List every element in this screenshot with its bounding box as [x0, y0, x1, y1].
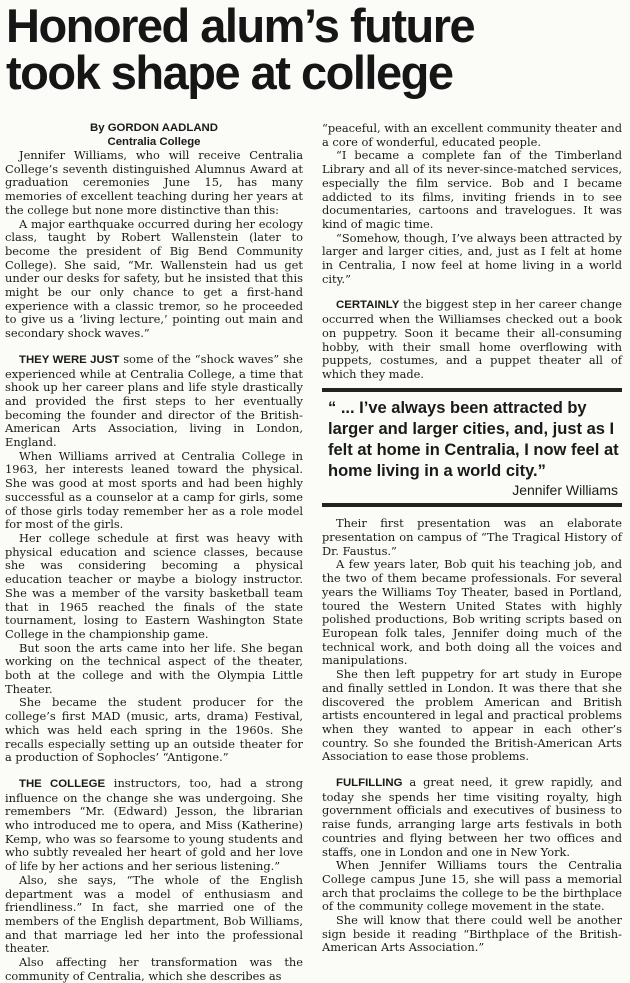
headline-line-2: took shape at college — [6, 46, 453, 99]
paragraph: CERTAINLY the biggest step in her career change occurred when the Williamses checked out a book on puppetry. Soon it became their all-consuming hobby, with their small home overflowing with puppets, costumes, and a puppet theater all of which they made. — [322, 297, 622, 381]
paragraph: Jennifer Williams, who will receive Centralia College’s seventh distinguished Alumnus Award at graduation ceremonies June 15, has many memories of excellent teaching during her years at the college but none more distinctive than this: — [5, 148, 303, 217]
byline-author: By GORDON AADLAND — [89, 122, 219, 134]
headline-line-1: Honored alum’s future — [6, 0, 475, 52]
pull-quote: “ ... I’ve always been attracted by larger and larger cities, and, just as I felt at home in Centralia, I now feel at home living in a world city.” — [328, 398, 619, 480]
paragraph: But soon the arts came into her life. She began working on the technical aspect of the theater, both at the college and with the Olympia Little Theater. — [5, 640, 303, 696]
paragraph: “I became a complete fan of the Timberland Library and all of its never-since-matched services, especially the film service. Bob and I became addicted to its films, inviting friends in to see documentaries, cartoons and travelogues. It was kind of magic time. — [322, 148, 622, 231]
paragraph: She then left puppetry for art study in Europe and finally settled in London. It was there that she discovered the problem American and British artists encountered in legal and practical problems when they wanted to appear in each other’s country. So she founded the British-American Arts Association to ease those problems. — [322, 667, 622, 764]
paragraph: When Jennifer Williams tours the Centralia College campus June 15, she will pass a memorial arch that proclaims the college to be the birthplace of the community college movement in the state. — [322, 858, 622, 914]
paragraph: THE COLLEGE instructors, too, had a strong influence on the change she was undergoing. She remembers “Mr. (Edward) Jesson, the librarian who introduced me to opera, and Miss (Katherine) Kemp, who was so fearsome to young students and who subtly revealed her heart of gold and her love of life by her actions and her serious listening.” — [5, 775, 303, 874]
paragraph: She will know that there could well be another sign beside it reading “Birthplace of the British-American Arts Association.” — [322, 913, 622, 955]
pull-quote-box — [322, 388, 622, 508]
paragraph: Their first presentation was an elaborate presentation on campus of “The Tragical History of Dr. Faustus.” — [322, 516, 622, 558]
paragraph: She became the student producer for the college’s first MAD (music, arts, drama) Festival, which was held each spring in the 1960s. She recalls especially setting up an outside theater for a production of Sophocles’ “Antigone.” — [5, 695, 303, 765]
paragraph: When Williams arrived at Centralia College in 1963, her interests leaned toward the physical. She was good at most sports and had been highly successful as a counselor at a camp for girls, some of those girls today remember her as a role model for most of the girls. — [5, 448, 303, 532]
paragraph: “Somehow, though, I’ve always been attracted by larger and larger cities, and, just as I felt at home in Centralia, I now feel at home living in a world city.” — [322, 230, 622, 286]
paragraph: A few years later, Bob quit his teaching job, and the two of them became professionals. For several years the Williams Toy Theater, based in Portland, toured the Western United States with highly polished productions, Bob writing scripts based on European folk tales, Jennifer doing much of the technical work, and both doing all the voices and manipulations. — [322, 557, 622, 668]
paragraph: Also affecting her transformation was the community of Centralia, which she describes as — [5, 955, 303, 983]
byline — [5, 122, 303, 149]
paragraph: THEY WERE JUST some of the “shock waves” she experienced while at Centralia College, a time that shook up her career plans and life style drastically and provided the first steps to her eventually becoming the founder and director of the British-American Arts Association, living in London, England. — [5, 351, 303, 450]
paragraph: Also, she says, “The whole of the English department was a model of enthusiasm and friendliness.” In fact, she married one of the members of the English department, Bob Williams, and that marriage led her into the professional theater. — [5, 872, 303, 956]
left-column — [5, 122, 303, 983]
pull-quote-attribution: Jennifer Williams — [512, 481, 618, 498]
right-column — [322, 122, 622, 955]
byline-org: Centralia College — [107, 135, 201, 148]
headline — [6, 0, 626, 99]
section-lead: CERTAINLY — [336, 299, 400, 312]
paragraph: A major earthquake occurred during her ecology class, taught by Robert Wallenstein (later to become the president of Big Bend Community College). She said, “Mr. Wallenstein had us get under our desks for safety, but he insisted that this might be our only chance to get a first-hand experience with a classic tremor, so he proceeded to give us a ‘living lecture,’ pointing out main and secondary shock waves.” — [5, 216, 303, 341]
paragraph: FULFILLING a great need, it grew rapidly, and today she spends her time visiting royalty, high government officials and executives of business to raise funds, arranging large arts festivals in both countries and flying between her two offices and staffs, one in London and one in New York. — [322, 775, 622, 859]
section-lead: FULFILLING — [336, 777, 403, 790]
section-lead: THEY WERE JUST — [19, 353, 120, 366]
section-lead: THE COLLEGE — [19, 777, 106, 790]
paragraph: “peaceful, with an excellent community theater and a core of wonderful, educated people. — [322, 121, 622, 149]
paragraph: Her college schedule at first was heavy with physical education and science classes, because she was considering becoming a physical education teacher or maybe a biology instructor. She was a member of the varsity basketball team that in 1965 reached the finals of the state tournament, losing to Eastern Washington State College in the championship game. — [5, 530, 303, 641]
